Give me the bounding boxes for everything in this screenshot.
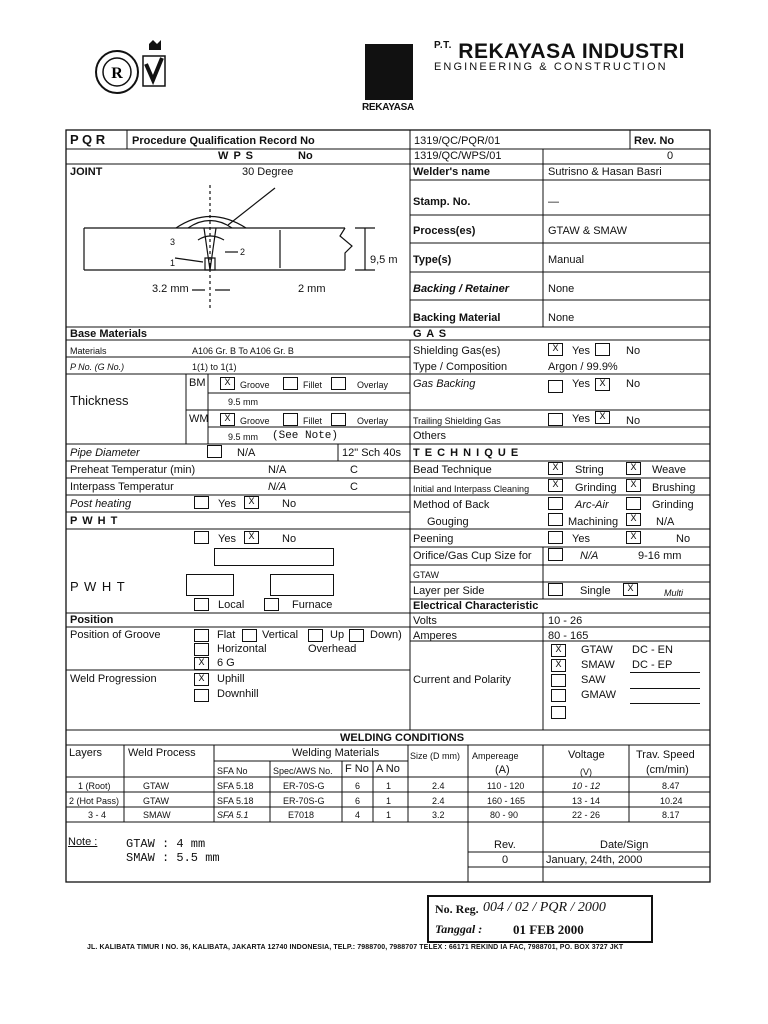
shielding-yes-checkbox[interactable]: X xyxy=(548,343,563,356)
amperes-value: 80 - 165 xyxy=(548,630,589,642)
row2-amp: 160 - 165 xyxy=(487,796,526,806)
six-g-checkbox[interactable]: X xyxy=(194,657,209,670)
rev-value: 0 xyxy=(667,150,674,162)
pwht-no-checkbox[interactable]: X xyxy=(244,531,259,544)
weave-checkbox[interactable]: X xyxy=(626,462,641,475)
horizontal-checkbox[interactable] xyxy=(194,643,209,656)
company-address: JL. KALIBATA TIMUR I NO. 36, KALIBATA, JAKARTA 12740 INDONESIA, TELP.: 7988700, 7988707 TELEX : 66171 REKIND IA FAC, 7988701, PO. BOX 3727 JKT xyxy=(87,944,624,951)
orifice-label: Orifice/Gas Cup Size for xyxy=(413,550,532,562)
note-gtaw: GTAW : 4 mm xyxy=(126,837,206,851)
orifice-gtaw: GTAW xyxy=(413,570,439,580)
root-face: 2 mm xyxy=(298,283,326,295)
uphill-checkbox[interactable]: X xyxy=(194,673,209,686)
bm-groove-label: Groove xyxy=(240,380,270,390)
bm-groove-checkbox[interactable]: X xyxy=(220,377,235,390)
reg-label: No. Reg. xyxy=(435,902,479,916)
volts-label: Volts xyxy=(413,615,437,627)
row3-speed: 8.17 xyxy=(662,810,680,820)
position-title: Position xyxy=(70,614,114,626)
welder-name-value: Sutrisno & Hasan Basri xyxy=(548,166,662,178)
root-gap: 3.2 mm xyxy=(152,283,189,295)
single-label: Single xyxy=(580,585,611,597)
bm-overlay-checkbox[interactable] xyxy=(331,377,346,390)
preheat-unit: C xyxy=(350,464,358,476)
trailing-no-checkbox[interactable]: X xyxy=(595,411,610,424)
gmaw-label: GMAW xyxy=(581,689,617,701)
svg-text:R: R xyxy=(111,65,123,82)
trailing-yes-checkbox[interactable] xyxy=(548,413,563,426)
stamp-value: — xyxy=(548,196,559,208)
horizontal-label: Horizontal xyxy=(217,643,267,655)
date-value: January, 24th, 2000 xyxy=(546,854,643,866)
peening-label: Peening xyxy=(413,533,454,545)
amperes-label: Amperes xyxy=(413,630,458,642)
pqr-title: Procedure Qualification Record No xyxy=(132,135,315,147)
row3-layer: 3 - 4 xyxy=(88,810,107,820)
wps-label: W P S xyxy=(218,150,254,162)
post-heating-no-checkbox[interactable]: X xyxy=(244,496,259,509)
company-tagline: ENGINEERING & CONSTRUCTION xyxy=(434,61,668,73)
joint-angle: 30 Degree xyxy=(242,166,294,178)
local-checkbox[interactable] xyxy=(194,598,209,611)
peening-no-checkbox[interactable]: X xyxy=(626,531,641,544)
row3-fno: 4 xyxy=(355,810,361,820)
process-value: GTAW & SMAW xyxy=(548,225,628,237)
joint-thickness: 9,5 m xyxy=(370,254,398,266)
pipe-diameter-value: N/A xyxy=(237,447,256,459)
wm-fillet-checkbox[interactable] xyxy=(283,413,298,426)
row3-sfa: SFA 5.1 xyxy=(217,810,249,820)
brand-caption: REKAYASA xyxy=(362,102,414,113)
brushing-label: Brushing xyxy=(652,482,696,494)
orifice-na: N/A xyxy=(580,550,599,562)
pno-label: P No. (G No.) xyxy=(70,362,125,372)
pwht-no-label: No xyxy=(282,533,297,545)
h-size: Size (D mm) xyxy=(410,751,460,761)
shielding-no-label: No xyxy=(626,345,641,357)
stamp-label: Stamp. No. xyxy=(413,196,471,208)
row1-layer: 1 (Root) xyxy=(78,781,111,791)
orifice-value: 9-16 mm xyxy=(638,550,682,562)
row2-size: 2.4 xyxy=(432,796,445,806)
gas-backing-yes-label: Yes xyxy=(572,378,590,390)
peening-no-label: No xyxy=(676,533,691,545)
arcair-checkbox[interactable] xyxy=(548,497,563,510)
downhill-checkbox[interactable] xyxy=(194,689,209,702)
row3-ano: 1 xyxy=(386,810,392,820)
overhead-label: Overhead xyxy=(308,643,357,655)
pwht-title: P W H T xyxy=(70,515,119,527)
furnace-checkbox[interactable] xyxy=(264,598,279,611)
h-ano: A No xyxy=(376,763,400,775)
string-checkbox[interactable]: X xyxy=(548,462,563,475)
pass-1: 1 xyxy=(170,258,176,268)
tanggal-value: 01 FEB 2000 xyxy=(513,922,584,937)
furnace-label: Furnace xyxy=(292,599,333,611)
joint-label: JOINT xyxy=(70,166,103,178)
row1-volt: 10 - 12 xyxy=(572,781,601,791)
bm-value: 9.5 mm xyxy=(228,397,259,407)
back-method-label: Method of Back xyxy=(413,499,490,511)
gas-backing-yes-checkbox[interactable] xyxy=(548,380,563,393)
h-layers: Layers xyxy=(69,747,103,759)
string-label: String xyxy=(575,464,604,476)
row2-process: GTAW xyxy=(143,796,169,806)
process-label: Process(es) xyxy=(413,225,476,237)
saw-checkbox[interactable] xyxy=(551,674,566,687)
post-heating-yes-label: Yes xyxy=(218,498,236,510)
machining-label: Machining xyxy=(568,516,619,528)
trailing-no-label: No xyxy=(626,415,641,427)
row3-process: SMAW xyxy=(143,810,171,820)
h-amp: Ampereage xyxy=(472,751,519,761)
h-process: Weld Process xyxy=(128,747,196,759)
grinding-checkbox[interactable]: X xyxy=(548,479,563,492)
company-name: $^{P.T.}$ REKAYASA INDUSTRI xyxy=(434,40,685,63)
smaw-checkbox[interactable]: X xyxy=(551,659,566,672)
cleaning-label: Initial and Interpass Cleaning xyxy=(413,484,530,494)
volts-value: 10 - 26 xyxy=(548,615,583,627)
post-heating-yes-checkbox[interactable] xyxy=(194,496,209,509)
row1-size: 2.4 xyxy=(432,781,445,791)
orifice-checkbox[interactable] xyxy=(548,548,563,561)
pipe-diameter-label: Pipe Diameter xyxy=(70,447,140,459)
type-value: Manual xyxy=(548,254,585,266)
row1-ano: 1 xyxy=(386,781,392,791)
pqr-code: P Q R xyxy=(70,132,106,147)
wm-overlay-checkbox[interactable] xyxy=(331,413,346,426)
row1-amp: 110 - 120 xyxy=(487,781,525,791)
peening-yes-checkbox[interactable] xyxy=(548,531,563,544)
type-label: Type(s) xyxy=(413,254,452,266)
welder-name-label: Welder's name xyxy=(413,166,490,178)
row3-volt: 22 - 26 xyxy=(572,810,601,820)
joint-sketch xyxy=(84,185,375,310)
gas-title: G A S xyxy=(413,328,448,340)
gtaw-polarity: DC - EN xyxy=(632,644,673,656)
gouging-label: Gouging xyxy=(427,516,469,528)
conditions-title: WELDING CONDITIONS xyxy=(340,732,465,744)
thickness-label: Thickness xyxy=(70,393,129,408)
shielding-yes-label: Yes xyxy=(572,345,590,357)
saw-label: SAW xyxy=(581,674,606,686)
others-label: Others xyxy=(413,430,447,442)
gas-type-label: Type / Composition xyxy=(413,361,508,373)
local-label: Local xyxy=(218,599,245,611)
na-label: N/A xyxy=(656,516,675,528)
pass-3: 3 xyxy=(170,237,176,247)
up-label: Up xyxy=(330,629,345,641)
multi-checkbox[interactable]: X xyxy=(623,583,638,596)
materials-value: A106 Gr. B To A106 Gr. B xyxy=(192,346,294,356)
row3-amp: 80 - 90 xyxy=(490,810,519,820)
trailing-yes-label: Yes xyxy=(572,413,590,425)
row2-ano: 1 xyxy=(386,796,392,806)
smaw-label: SMAW xyxy=(581,659,615,671)
rev-footer-label: Rev. xyxy=(494,839,516,851)
row1-sfa: SFA 5.18 xyxy=(217,781,254,791)
preheat-value: N/A xyxy=(268,464,287,476)
technique-title: T E C H N I Q U E xyxy=(413,447,520,459)
post-heating-no-label: No xyxy=(282,498,297,510)
preheat-label: Preheat Temperatur (min) xyxy=(70,464,196,476)
pipe-schedule: 12" Sch 40s xyxy=(342,447,401,459)
bm-fillet-label: Fillet xyxy=(303,380,323,390)
h-volt: Voltage xyxy=(568,749,605,761)
flat-label: Flat xyxy=(217,629,236,641)
tanggal-label: Tanggal : xyxy=(435,922,483,936)
row1-speed: 8.47 xyxy=(662,781,680,791)
note-label: Note : xyxy=(68,836,98,848)
wm-value: 9.5 mm xyxy=(228,432,259,442)
pqr-number: 1319/QC/PQR/01 xyxy=(414,135,501,147)
wm-groove-checkbox[interactable]: X xyxy=(220,413,235,426)
registration-stamp xyxy=(427,895,653,943)
h-amp-unit: (A) xyxy=(495,764,510,776)
h-spec: Spec/AWS No. xyxy=(273,766,333,776)
downhill-label: Downhill xyxy=(217,688,259,700)
brushing-checkbox[interactable]: X xyxy=(626,479,641,492)
pno-value: 1(1) to 1(1) xyxy=(192,362,237,372)
gas-backing-no-checkbox[interactable]: X xyxy=(595,378,610,391)
reg-value: 004 / 02 / PQR / 2000 xyxy=(483,900,606,915)
grinding2-checkbox[interactable] xyxy=(626,497,641,510)
up-checkbox[interactable] xyxy=(308,629,323,642)
peening-yes-label: Yes xyxy=(572,533,590,545)
row2-layer: 2 (Hot Pass) xyxy=(69,796,120,806)
shielding-gas-label: Shielding Gas(es) xyxy=(413,345,501,357)
wps-number: 1319/QC/WPS/01 xyxy=(414,150,502,162)
row2-fno: 6 xyxy=(355,796,361,806)
bm-label: BM xyxy=(189,377,206,389)
layer-label: Layer per Side xyxy=(413,585,485,597)
wps-no-label: No xyxy=(298,150,313,162)
uphill-label: Uphill xyxy=(217,673,245,685)
h-volt-unit: (V) xyxy=(580,767,592,777)
h-speed: Trav. Speed xyxy=(636,749,695,761)
arcair-label: Arc-Air xyxy=(575,499,609,511)
wm-overlay-label: Overlay xyxy=(357,416,389,426)
row2-volt: 13 - 14 xyxy=(572,796,601,806)
row2-speed: 10.24 xyxy=(660,796,683,806)
pwht-yes-label: Yes xyxy=(218,533,236,545)
gtaw-checkbox[interactable]: X xyxy=(551,644,566,657)
date-sign-label: Date/Sign xyxy=(600,839,649,851)
wm-groove-label: Groove xyxy=(240,416,270,426)
h-fno: F No xyxy=(345,763,369,775)
na-checkbox[interactable]: X xyxy=(626,513,641,526)
pwht-temperature-field[interactable] xyxy=(214,548,334,566)
base-materials-title: Base Materials xyxy=(70,328,148,340)
pwht-time-field[interactable] xyxy=(186,574,234,596)
backing-label: Backing / Retainer xyxy=(413,283,509,295)
see-note: (See Note) xyxy=(272,430,339,442)
gas-backing-label: Gas Backing xyxy=(413,378,476,390)
pipe-diameter-checkbox[interactable] xyxy=(207,445,222,458)
groove-position-label: Position of Groove xyxy=(70,629,161,641)
rev-label: Rev. No xyxy=(634,135,675,147)
machining-checkbox[interactable] xyxy=(548,513,563,526)
row2-spec: ER-70S-G xyxy=(283,796,325,806)
electrical-title: Electrical Characteristic xyxy=(413,600,539,612)
backing-material-label: Backing Material xyxy=(413,312,501,324)
interpass-label: Interpass Temperatur xyxy=(70,481,174,493)
down-checkbox[interactable] xyxy=(349,629,364,642)
single-checkbox[interactable] xyxy=(548,583,563,596)
gmaw-checkbox[interactable] xyxy=(551,689,566,702)
weave-label: Weave xyxy=(652,464,687,476)
wm-fillet-label: Fillet xyxy=(303,416,323,426)
backing-material-value: None xyxy=(548,312,575,324)
gas-type-value: Argon / 99.9% xyxy=(548,361,618,373)
grinding-label: Grinding xyxy=(575,482,617,494)
h-speed-unit: (cm/min) xyxy=(646,764,689,776)
trailing-gas-label: Trailing Shielding Gas xyxy=(413,416,501,426)
h-sfa: SFA No xyxy=(217,766,248,776)
shielding-no-checkbox[interactable] xyxy=(595,343,610,356)
flat-checkbox[interactable] xyxy=(194,629,209,642)
note-smaw: SMAW : 5.5 mm xyxy=(126,851,220,865)
pwht-yes-checkbox[interactable] xyxy=(194,531,209,544)
bm-overlay-label: Overlay xyxy=(357,380,389,390)
row1-process: GTAW xyxy=(143,781,169,791)
interpass-value: N/A xyxy=(268,481,287,493)
current-polarity-label: Current and Polarity xyxy=(413,674,511,686)
vertical-label: Vertical xyxy=(262,629,299,641)
wm-label: WM xyxy=(189,413,209,425)
row2-sfa: SFA 5.18 xyxy=(217,796,254,806)
other-process-checkbox[interactable] xyxy=(551,706,566,719)
h-materials: Welding Materials xyxy=(292,747,380,759)
pwht-rate-field[interactable] xyxy=(270,574,334,596)
pass-2: 2 xyxy=(240,247,246,257)
smaw-polarity: DC - EP xyxy=(632,659,673,671)
gtaw-label: GTAW xyxy=(581,644,613,656)
rev-footer-value: 0 xyxy=(502,854,509,866)
pwht-label: P W H T xyxy=(70,579,126,594)
interpass-unit: C xyxy=(350,481,358,493)
row3-size: 3.2 xyxy=(432,810,445,820)
row3-spec: E7018 xyxy=(288,810,315,820)
row1-fno: 6 xyxy=(355,781,361,791)
backing-value: None xyxy=(548,283,575,295)
row1-spec: ER-70S-G xyxy=(283,781,325,791)
vertical-checkbox[interactable] xyxy=(242,629,257,642)
grinding2-label: Grinding xyxy=(652,499,694,511)
materials-label: Materials xyxy=(70,346,107,356)
post-heating-label: Post heating xyxy=(70,498,132,510)
six-g-label: 6 G xyxy=(217,657,235,669)
multi-label: Multi xyxy=(664,588,684,598)
down-label: Down) xyxy=(370,629,402,641)
progression-label: Weld Progression xyxy=(70,673,157,685)
bm-fillet-checkbox[interactable] xyxy=(283,377,298,390)
gas-backing-no-label: No xyxy=(626,378,641,390)
bead-technique-label: Bead Technique xyxy=(413,464,492,476)
